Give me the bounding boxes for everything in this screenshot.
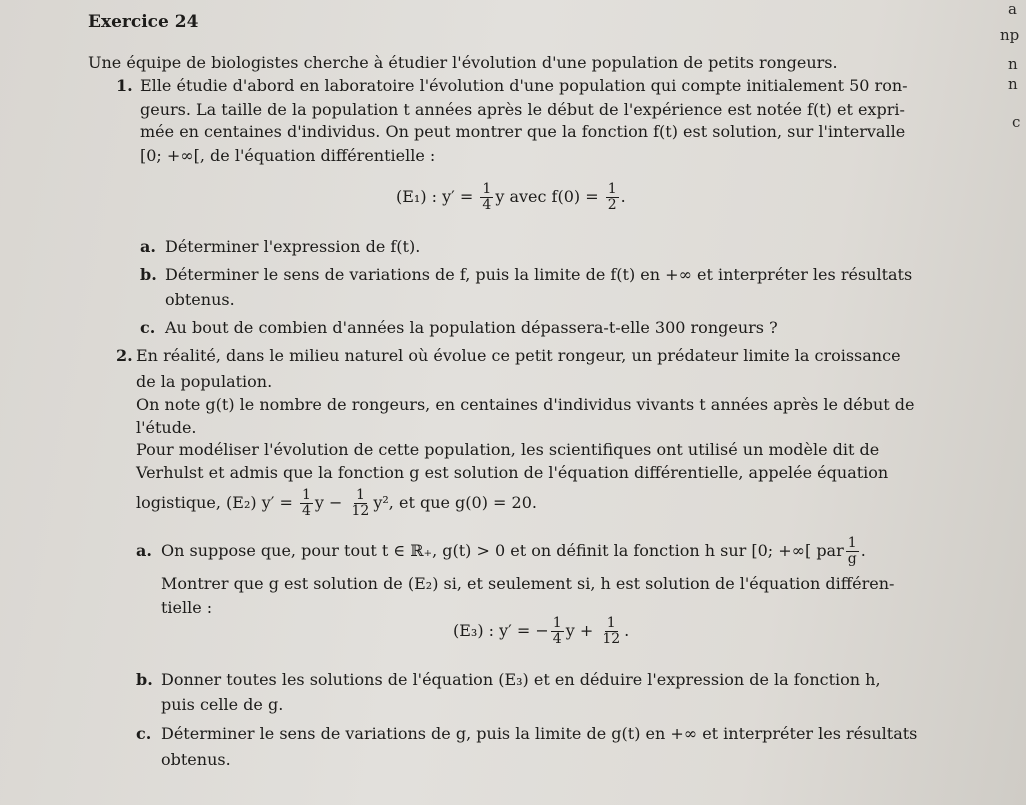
fraction-num: 1 xyxy=(355,487,365,503)
q2-line: On note g(t) le nombre de rongeurs, en centaines d'individus vivants t années après le début de xyxy=(136,395,915,414)
eq-text: y − xyxy=(314,493,348,512)
q2-line: Pour modéliser l'évolution de cette population, les scientifiques ont utilisé un modèle dit de xyxy=(136,440,880,459)
eq-text: (E₁) : y′ = xyxy=(396,187,479,206)
fraction xyxy=(600,616,622,647)
fraction-den: 4 xyxy=(482,197,492,213)
q2c-text: obtenus. xyxy=(161,750,231,769)
fraction xyxy=(606,182,619,213)
fraction-num: 1 xyxy=(607,181,617,197)
eq-text: . xyxy=(620,187,626,206)
fraction xyxy=(846,536,859,567)
eq-text: y², et que g(0) = 20. xyxy=(373,493,537,512)
q2c-text: Déterminer le sens de variations de g, puis la limite de g(t) en +∞ et interpréter les résultats xyxy=(161,724,918,743)
eq-text: y + xyxy=(565,621,599,640)
edge-text: a xyxy=(1008,0,1017,18)
q2-line: l'étude. xyxy=(136,418,197,437)
q1a-text: Déterminer l'expression de f(t). xyxy=(165,237,421,256)
fraction xyxy=(350,488,372,519)
fraction xyxy=(551,616,564,647)
fraction-num: 1 xyxy=(482,181,492,197)
q1-line: Elle étudie d'abord en laboratoire l'évolution d'une population qui compte initialement 50 ron- xyxy=(140,76,908,95)
fraction-den: 4 xyxy=(301,503,311,519)
q2b-text: Donner toutes les solutions de l'équation (E₃) et en déduire l'expression de la fonction h, xyxy=(161,670,881,689)
eq-text: logistique, (E₂) y′ = xyxy=(136,493,298,512)
fraction xyxy=(300,488,313,519)
eq-text: . xyxy=(624,621,630,640)
q2-line: Verhulst et admis que la fonction g est solution de l'équation différentielle, appelée équation xyxy=(136,463,889,482)
q1-line: geurs. La taille de la population t années après le début de l'expérience est notée f(t) et expri- xyxy=(140,100,905,119)
q2a-label: a. xyxy=(136,541,152,560)
q1b-label: b. xyxy=(140,265,157,284)
q1-line: [0; +∞[, de l'équation différentielle : xyxy=(140,146,436,165)
edge-text: np xyxy=(1000,26,1020,44)
fraction-den: 12 xyxy=(351,503,370,519)
q2a-text xyxy=(161,534,866,568)
edge-text: c xyxy=(1012,113,1021,131)
q1b-text: Déterminer le sens de variations de f, puis la limite de f(t) en +∞ et interpréter les résultats xyxy=(165,265,913,284)
fraction-den: 12 xyxy=(602,631,621,647)
equation-e2-line xyxy=(136,486,537,520)
fraction-den: 4 xyxy=(552,631,562,647)
eq-text: y avec f(0) = xyxy=(495,187,604,206)
intro-text: Une équipe de biologistes cherche à étudier l'évolution d'une population de petits rongeurs. xyxy=(88,53,838,72)
exercise-title: Exercice 24 xyxy=(88,12,199,32)
q2a-text: Montrer que g est solution de (E₂) si, et seulement si, h est solution de l'équation différen- xyxy=(161,574,895,593)
fraction-num: 1 xyxy=(552,615,562,631)
q1-line: mée en centaines d'individus. On peut montrer que la fonction f(t) est solution, sur l'intervalle xyxy=(140,122,906,141)
q1c-text: Au bout de combien d'années la population dépassera-t-elle 300 rongeurs ? xyxy=(165,318,778,337)
q2b-text: puis celle de g. xyxy=(161,695,284,714)
q1c-label: c. xyxy=(140,318,156,337)
fraction xyxy=(480,182,493,213)
q2b-label: b. xyxy=(136,670,153,689)
fraction-num: 1 xyxy=(301,487,311,503)
eq-text: . xyxy=(860,541,866,560)
q2-line: En réalité, dans le milieu naturel où évolue ce petit rongeur, un prédateur limite la croissance xyxy=(136,346,901,365)
edge-text: n xyxy=(1008,55,1018,73)
q1a-label: a. xyxy=(140,237,156,256)
q2c-label: c. xyxy=(136,724,152,743)
equation-e1 xyxy=(396,180,626,214)
fraction-num: 1 xyxy=(606,615,616,631)
edge-text: n xyxy=(1008,75,1018,93)
q1b-text: obtenus. xyxy=(165,290,235,309)
q1-number: 1. xyxy=(116,76,133,95)
eq-text: On suppose que, pour tout t ∈ ℝ₊, g(t) > 0 et on définit la fonction h sur [0; +∞[ par xyxy=(161,541,844,560)
fraction-num: 1 xyxy=(847,535,857,551)
q2-number: 2. xyxy=(116,346,133,365)
equation-e3 xyxy=(453,614,629,648)
q2-line: de la population. xyxy=(136,372,273,391)
fraction-den: g xyxy=(847,551,857,567)
fraction-den: 2 xyxy=(607,197,617,213)
eq-text: (E₃) : y′ = − xyxy=(453,621,549,640)
q2a-text: tielle : xyxy=(161,598,213,617)
